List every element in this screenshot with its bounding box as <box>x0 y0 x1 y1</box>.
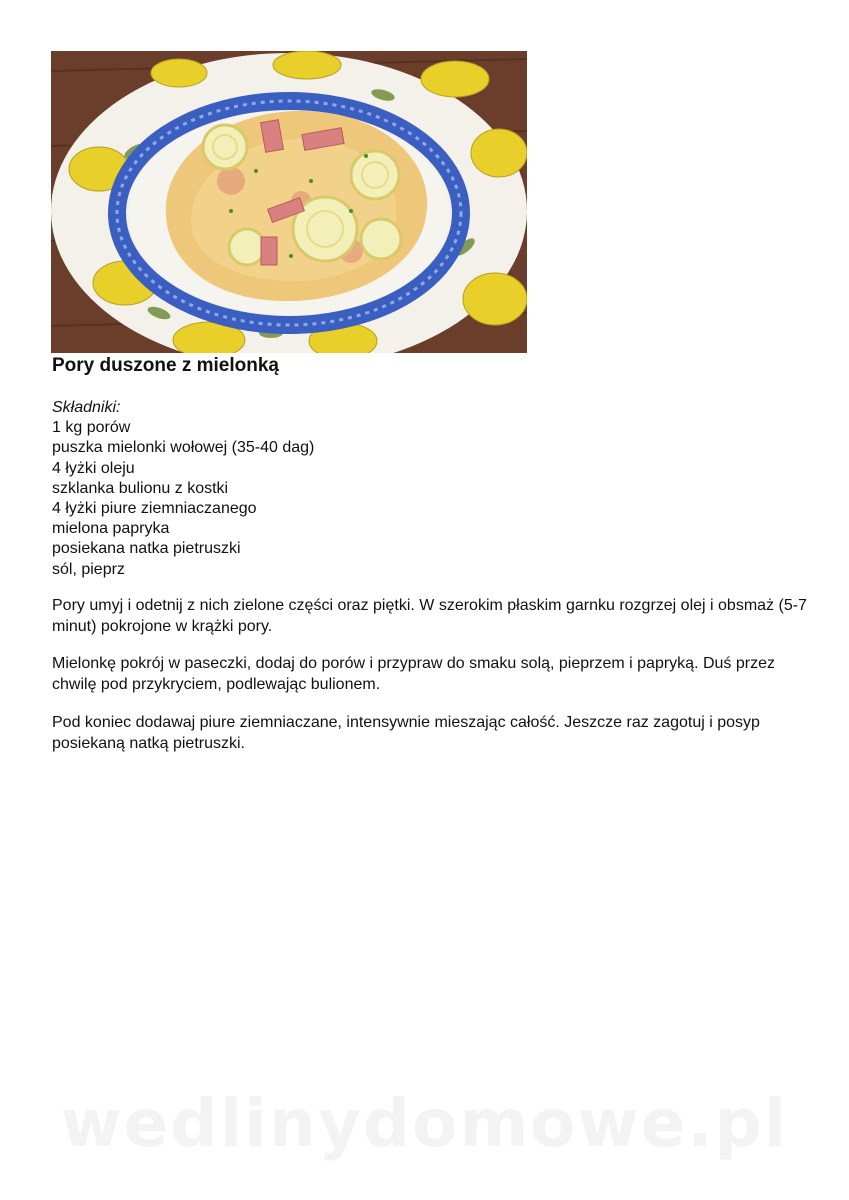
site-watermark: wedlinydomowe.pl <box>60 1085 789 1162</box>
ingredient-item: szklanka bulionu z kostki <box>52 479 229 497</box>
ingredients-heading: Składniki: <box>52 399 121 416</box>
ingredient-item: puszka mielonki wołowej (35-40 dag) <box>52 439 315 457</box>
step-paragraph: Mielonkę pokrój w paseczki, dodaj do porów i przypraw do smaku solą, pieprzem i papryką. Duś przez chwilę pod przykryciem, podlewając bulionem. <box>52 655 775 693</box>
ingredient-item: posiekana natka pietruszki <box>52 540 241 558</box>
step-paragraph: Pory umyj i odetnij z nich zielone części oraz piętki. W szerokim płaskim garnku rozgrzej olej i obsmaż (5-7 minut) pokrojone w krążki pory. <box>52 597 807 635</box>
ingredients-list <box>52 398 314 580</box>
ingredient-item: 4 łyżki oleju <box>52 459 135 477</box>
ingredient-item: mielona papryka <box>52 520 170 538</box>
ingredient-item: 4 łyżki piure ziemniaczanego <box>52 500 257 518</box>
ingredient-item: 1 kg porów <box>52 419 131 437</box>
dish-photo <box>51 51 527 353</box>
recipe-title: Pory duszone z mielonką <box>52 355 279 376</box>
step-paragraph: Pod koniec dodawaj piure ziemniaczane, intensywnie mieszając całość. Jeszcze raz zagotuj i posyp posiekaną natką pietruszki. <box>52 714 760 752</box>
ingredient-item: sól, pieprz <box>52 560 125 578</box>
